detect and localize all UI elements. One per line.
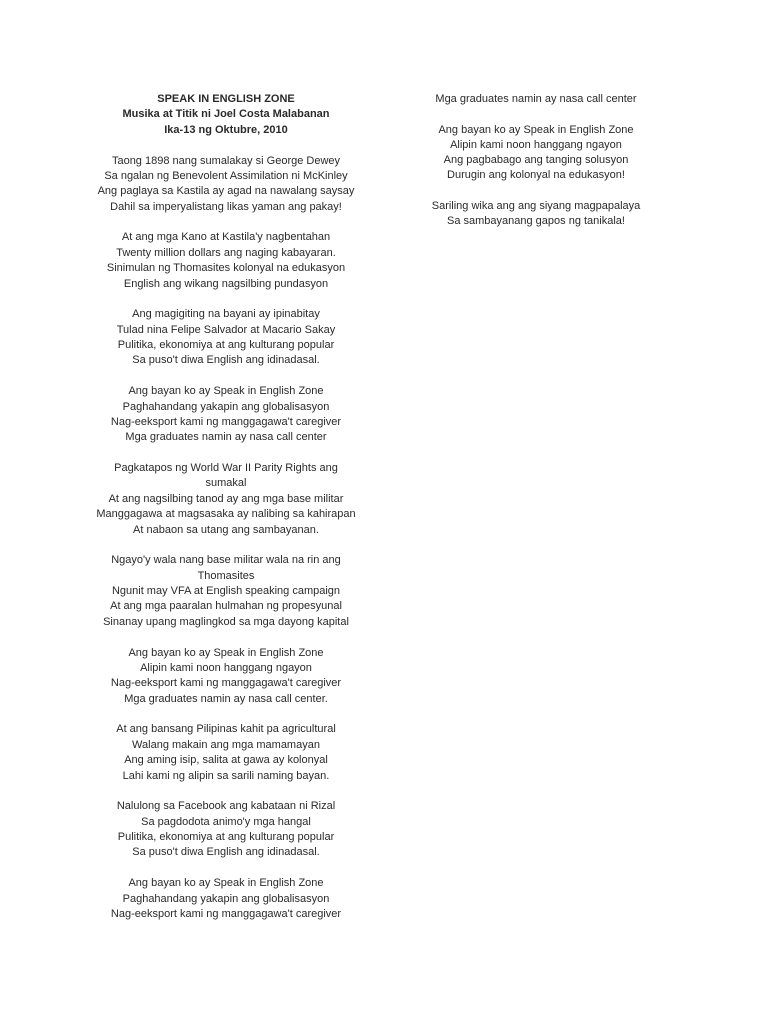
stanza [76, 799, 376, 861]
lyric-line: sumakal [205, 477, 247, 490]
lyric-line: Dahil sa imperyalistang likas yaman ang pakay! [110, 200, 342, 213]
lyric-line: Ang bayan ko ay Speak in English Zone [128, 877, 324, 890]
lyric-line: Sa pagdodota animo'y mga hangal [141, 815, 311, 828]
lyric-line: Ngayo'y wala nang base militar wala na rin ang [111, 554, 341, 567]
stanza [76, 154, 376, 216]
lyric-line: Ang bayan ko ay Speak in English Zone [438, 123, 634, 136]
chorus-stanza [76, 876, 376, 922]
lyric-line: At ang bansang Pilipinas kahit pa agricultural [116, 723, 336, 736]
lyric-line: Manggagawa at magsasaka ay nalibing sa kahirapan [96, 508, 356, 521]
lyric-line: At nabaon sa utang ang sambayanan. [133, 523, 319, 536]
lyric-line: Lahi kami ng alipin sa sarili naming bayan. [122, 769, 330, 782]
song-header [76, 92, 376, 138]
stanza [386, 92, 686, 107]
stanza [386, 199, 686, 230]
right-column [386, 92, 686, 229]
lyric-line: Sa puso't diwa English ang idinadasal. [132, 354, 320, 367]
stanza [76, 722, 376, 784]
lyric-line: Ngunit may VFA at English speaking campaign [111, 585, 341, 597]
lyric-line: Ang paglaya sa Kastila ay agad na nawalang saysay [97, 185, 355, 198]
lyric-line: Sa ngalan ng Benevolent Assimilation ni McKinley [104, 169, 348, 182]
stanza [76, 230, 376, 292]
lyric-line: Thomasites [197, 569, 255, 582]
lyric-line: Durugin ang kolonyal na edukasyon! [447, 169, 625, 182]
lyric-line: Nag-eeksport kami ng manggagawa't caregiver [110, 415, 342, 428]
lyric-line: Alipin kami noon hanggang ngayon [140, 661, 312, 674]
lyric-line: Ang pagbabago ang tanging solusyon [443, 154, 629, 166]
chorus-stanza [386, 123, 686, 184]
lyric-line: Twenty million dollars ang naging kabayaran. [116, 246, 336, 259]
chorus-stanza [76, 384, 376, 446]
left-column [76, 92, 376, 922]
lyric-line: Paghahandang yakapin ang globalisasyon [122, 400, 330, 413]
lyric-line: Mga graduates namin ay nasa call center [435, 93, 637, 105]
lyric-line: Ang magigiting na bayani ay ipinabitay [132, 308, 320, 321]
lyric-line: Pulitika, ekonomiya at ang kulturang popular [117, 339, 335, 351]
lyric-line: Sinimulan ng Thomasites kolonyal na edukasyon [106, 262, 346, 275]
lyric-line: Tulad nina Felipe Salvador at Macario Sakay [116, 323, 336, 336]
lyric-line: At ang mga paaralan hulmahan ng propesyunal [110, 600, 342, 613]
lyric-line: Sinanay upang maglingkod sa mga dayong kapital [103, 615, 349, 628]
lyric-line: Paghahandang yakapin ang globalisasyon [122, 892, 330, 905]
lyric-line: Sa sambayanang gapos ng tanikala! [447, 215, 625, 227]
lyric-line: Nag-eeksport kami ng manggagawa't caregiver [110, 677, 342, 690]
song-credits: Musika at Titik ni Joel Costa Malabanan [122, 108, 330, 121]
lyric-line: Nag-eeksport kami ng manggagawa't caregiver [110, 907, 342, 920]
lyric-line: Nalulong sa Facebook ang kabataan ni Rizal [116, 800, 336, 813]
lyric-line: Ang bayan ko ay Speak in English Zone [128, 646, 324, 659]
song-date: Ika-13 ng Oktubre, 2010 [164, 123, 288, 136]
lyric-line: Pulitika, ekonomiya at ang kulturang popular [117, 831, 335, 843]
lyric-line: Ang bayan ko ay Speak in English Zone [128, 385, 324, 398]
song-title: SPEAK IN ENGLISH ZONE [157, 93, 295, 105]
lyric-line: English ang wikang nagsilbing pundasyon [123, 277, 329, 290]
lyric-line: Mga graduates namin ay nasa call center [125, 431, 327, 444]
lyric-line: Ang aming isip, salita at gawa ay kolonyal [124, 754, 328, 767]
chorus-stanza [76, 646, 376, 708]
lyric-line: At ang nagsilbing tanod ay ang mga base militar [108, 492, 344, 505]
stanza [76, 461, 376, 538]
lyric-line: Sa puso't diwa English ang idinadasal. [132, 846, 320, 859]
stanza [76, 307, 376, 369]
lyric-line: Pagkatapos ng World War II Parity Rights ang [114, 462, 338, 474]
lyric-line: Taong 1898 nang sumalakay si George Dewey [111, 154, 341, 167]
lyric-line: Mga graduates namin ay nasa call center. [124, 692, 328, 705]
lyric-line: At ang mga Kano at Kastila'y nagbentahan [121, 231, 331, 244]
lyric-line: Walang makain ang mga mamamayan [132, 738, 320, 751]
stanza [76, 553, 376, 630]
lyric-line: Alipin kami noon hanggang ngayon [450, 138, 622, 151]
lyric-line: Sariling wika ang ang siyang magpapalaya [431, 199, 641, 212]
